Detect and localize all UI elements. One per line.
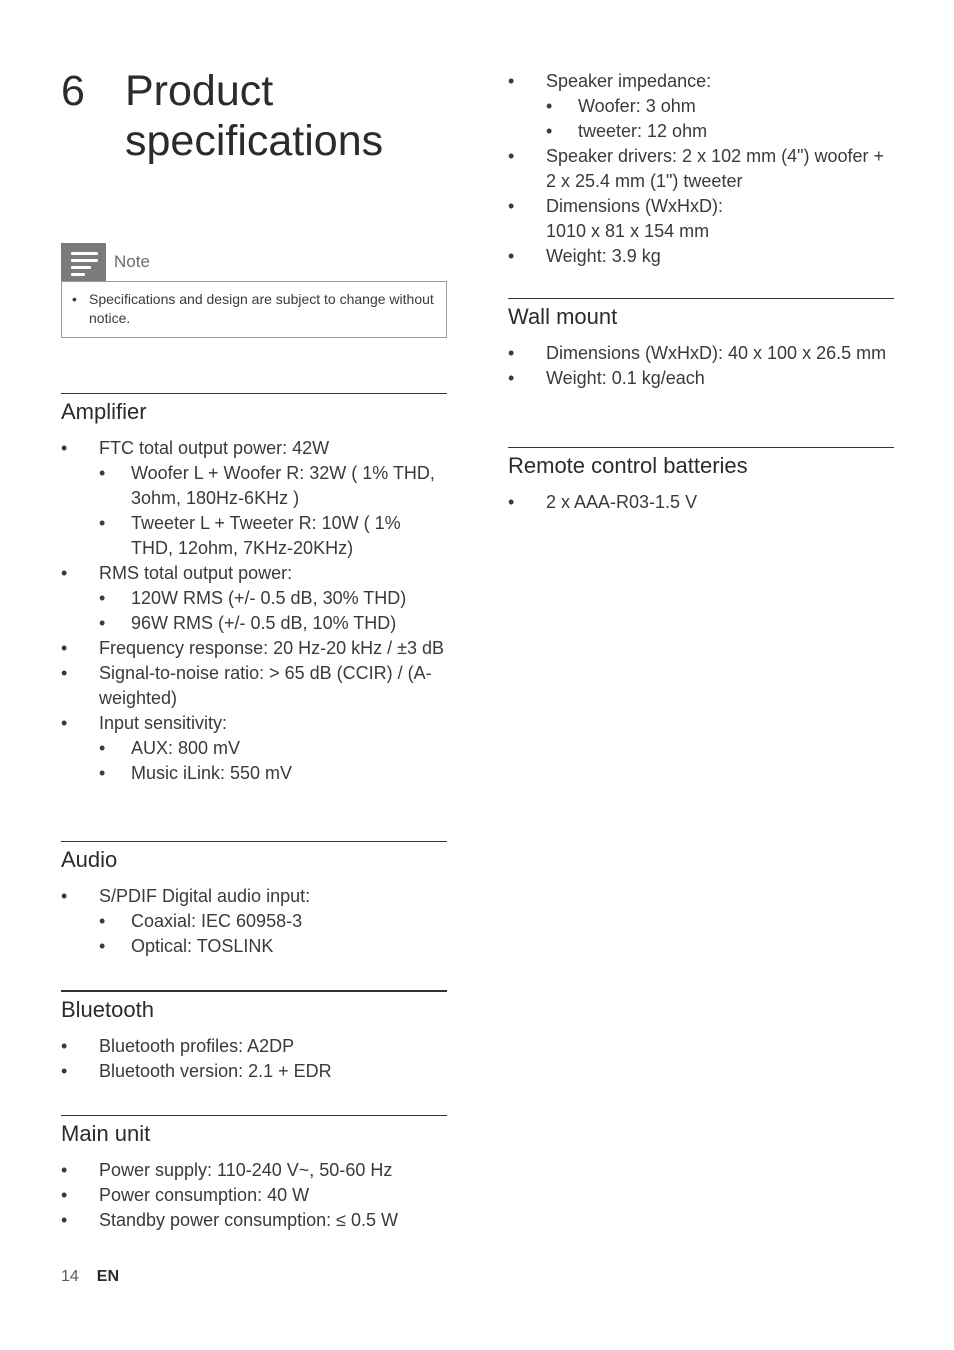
note-icon [61,243,106,281]
section-heading: Audio [61,847,118,872]
spec-list [508,69,894,269]
sub-list-item: • Woofer L + Woofer R: 32W ( 1% THD, 3ohm, 180Hz-6KHz ) [99,461,447,511]
list-item: • Power supply: 110-240 V~, 50-60 Hz [61,1158,447,1183]
section-heading: Remote control batteries [508,453,748,478]
spec-list [61,884,447,959]
sub-list-item: • 96W RMS (+/- 0.5 dB, 10% THD) [99,611,447,636]
list-item: • Speaker drivers: 2 x 102 mm (4") woofer + 2 x 25.4 mm (1") tweeter [508,144,894,194]
section-remote-batteries [508,447,894,515]
section-heading: Main unit [61,1121,151,1146]
sub-list-item: • Optical: TOSLINK [99,934,447,959]
section-heading: Bluetooth [61,997,154,1022]
spec-list [508,341,894,391]
list-item: • Bluetooth profiles: A2DP [61,1034,447,1059]
language-code: EN [96,1268,120,1285]
list-item: • Weight: 3.9 kg [508,244,894,269]
list-item: • FTC total output power: 42W • Woofer L + Woofer R: 32W ( 1% THD, 3ohm, 180Hz-6KHz ) • Tweeter L + Tweeter R: 10W ( 1% THD, 12ohm, 7KHz-20KHz) [61,436,447,561]
list-item: • Dimensions (WxHxD): 40 x 100 x 26.5 mm [508,341,894,366]
list-item: • Dimensions (WxHxD): 1010 x 81 x 154 mm [508,194,894,244]
chapter-title: Product specifications [125,67,384,165]
sub-list-item: • tweeter: 12 ohm [546,119,894,144]
spec-list [61,1158,447,1233]
list-item: • 2 x AAA-R03-1.5 V [508,490,894,515]
page-footer [61,1268,119,1286]
list-item: • Bluetooth version: 2.1 + EDR [61,1059,447,1084]
sub-list-item: • Coaxial: IEC 60958-3 [99,909,447,934]
note-box: Note • Specifications and design are subject to change without notice. [61,243,447,338]
list-item: • Signal-to-noise ratio: > 65 dB (CCIR) / (A-weighted) [61,661,447,711]
section-amplifier [61,393,447,786]
spec-list [61,436,447,786]
note-label: Note [114,252,150,271]
list-item: • Power consumption: 40 W [61,1183,447,1208]
section-heading: Wall mount [508,304,618,329]
sub-list-item: • Tweeter L + Tweeter R: 10W ( 1% THD, 12ohm, 7KHz-20KHz) [99,511,447,561]
sub-list-item: • Woofer: 3 ohm [546,94,894,119]
section-heading: Amplifier [61,399,147,424]
sub-list-item: • Music iLink: 550 mV [99,761,447,786]
section-audio [61,841,447,959]
list-item: • Input sensitivity: • AUX: 800 mV • Music iLink: 550 mV [61,711,447,786]
note-text: Specifications and design are subject to change without notice. [89,291,434,326]
spec-list [508,490,894,515]
list-item: • Weight: 0.1 kg/each [508,366,894,391]
list-item: • S/PDIF Digital audio input: • Coaxial: IEC 60958-3 • Optical: TOSLINK [61,884,447,959]
list-item: • Standby power consumption: ≤ 0.5 W [61,1208,447,1233]
list-item: • RMS total output power: • 120W RMS (+/- 0.5 dB, 30% THD) • 96W RMS (+/- 0.5 dB, 10% THD) [61,561,447,636]
sub-list-item: • 120W RMS (+/- 0.5 dB, 30% THD) [99,586,447,611]
section-wall-mount [508,298,894,391]
list-item: • Speaker impedance: • Woofer: 3 ohm • tweeter: 12 ohm [508,69,894,144]
sub-list-item: • AUX: 800 mV [99,736,447,761]
section-speakers [508,69,894,269]
section-bluetooth [61,990,447,1084]
section-main-unit [61,1115,447,1233]
list-item: • Frequency response: 20 Hz-20 kHz / ±3 dB [61,636,447,661]
spec-list [61,1034,447,1084]
page-number: 14 [61,1268,79,1285]
chapter-number: 6 [61,67,85,115]
